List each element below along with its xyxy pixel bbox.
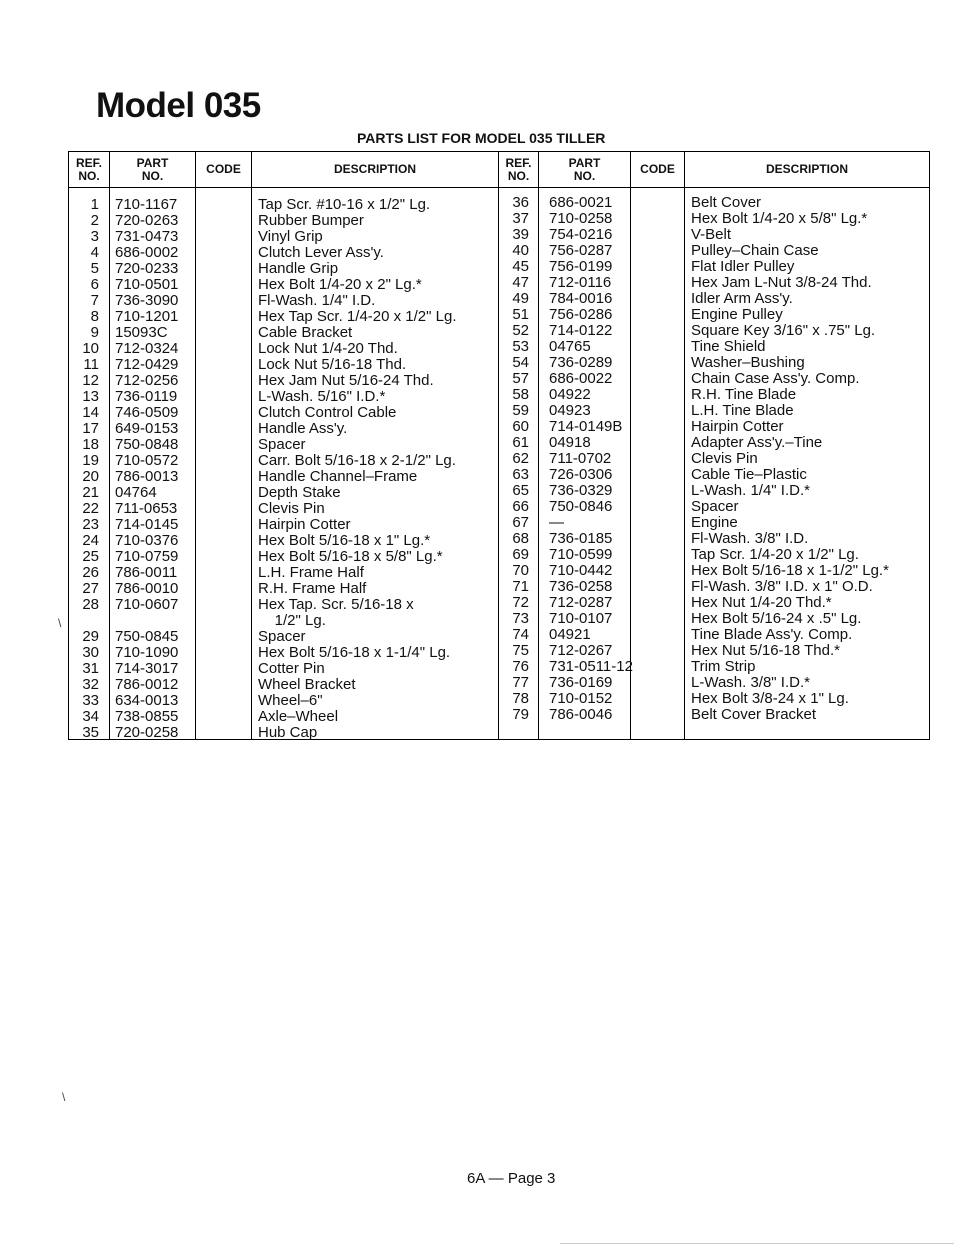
left-desc-cell: Vinyl Grip: [258, 228, 323, 245]
right-ref-cell: 60: [512, 418, 529, 435]
left-desc-cell: Clutch Lever Ass'y.: [258, 244, 384, 261]
right-ref-cell: 51: [512, 306, 529, 323]
left-ref-cell: 35: [82, 724, 99, 741]
right-ref-cell: 75: [512, 642, 529, 659]
right-ref-cell: 76: [512, 658, 529, 675]
right-ref-cell: 62: [512, 450, 529, 467]
right-ref-cell: 65: [512, 482, 529, 499]
right-ref-cell: 69: [512, 546, 529, 563]
left-part-cell: [115, 613, 178, 629]
right-part-cell: 710-0442: [549, 562, 613, 579]
grid-line: [195, 152, 196, 739]
left-part-cell: 710-1167: [115, 196, 178, 213]
header-description-2: DESCRIPTION: [765, 162, 848, 176]
left-ref-cell: 12: [82, 372, 99, 389]
right-part-cell: 710-0107: [549, 610, 613, 627]
parts-table: [68, 151, 930, 740]
left-part-cell: 649-0153: [115, 420, 179, 437]
left-ref-cell: 2: [90, 212, 99, 229]
header-code: CODE: [206, 162, 241, 176]
left-ref-cell: 11: [83, 356, 99, 373]
left-desc-cell: L-Wash. 5/16" I.D.*: [258, 388, 386, 405]
right-ref-cell: 74: [512, 626, 529, 643]
left-ref-cell: 5: [90, 260, 99, 277]
header-part-no-2: PART NO.: [568, 155, 601, 183]
left-ref-cell: 28: [82, 596, 99, 613]
left-part-cell: 686-0002: [115, 244, 179, 261]
right-desc-cell: Tine Shield: [691, 338, 766, 355]
left-ref-cell: 23: [82, 516, 99, 533]
left-ref-cell: 20: [82, 468, 99, 485]
right-ref-cell: 52: [512, 322, 529, 339]
left-part-column: [115, 197, 178, 741]
right-part-cell: 04918: [549, 434, 591, 451]
left-part-cell: 04764: [115, 484, 157, 501]
table-title: PARTS LIST FOR MODEL 035 TILLER: [357, 130, 606, 146]
left-ref-cell: 13: [82, 388, 99, 405]
left-desc-cell: Cable Bracket: [258, 324, 353, 341]
left-ref-cell: 19: [82, 452, 99, 469]
grid-line: [538, 152, 539, 739]
left-ref-cell: 8: [90, 308, 99, 325]
right-part-cell: 04923: [549, 402, 591, 419]
right-part-cell: 04922: [549, 386, 591, 403]
right-desc-cell: Hex Bolt 3/8-24 x 1" Lg.: [691, 690, 849, 707]
right-desc-cell: Hex Nut 1/4-20 Thd.*: [691, 594, 832, 611]
left-ref-cell: 17: [82, 420, 99, 437]
left-desc-cell: Fl-Wash. 1/4" I.D.: [258, 292, 376, 309]
right-part-cell: 756-0287: [549, 242, 613, 259]
right-ref-cell: 58: [512, 386, 529, 403]
left-part-cell: 712-0256: [115, 372, 179, 389]
header-part-no: PART NO.: [136, 155, 169, 183]
right-ref-cell: 61: [512, 434, 529, 451]
left-ref-cell: 31: [82, 660, 99, 677]
left-desc-cell: Hex Tap. Scr. 5/16-18 x: [258, 596, 414, 613]
left-part-cell: 710-1201: [115, 308, 179, 325]
right-desc-cell: Cable Tie–Plastic: [691, 466, 807, 483]
right-desc-cell: Chain Case Ass'y. Comp.: [691, 370, 860, 387]
right-part-cell: —: [549, 514, 564, 531]
right-ref-column: [499, 195, 529, 723]
left-part-cell: 710-1090: [115, 644, 179, 661]
left-part-cell: 750-0845: [115, 628, 179, 645]
left-ref-cell: [69, 613, 99, 629]
left-desc-cell: Handle Grip: [258, 260, 339, 277]
left-desc-cell: Clutch Control Cable: [258, 404, 397, 421]
right-part-cell: 784-0016: [549, 290, 613, 307]
left-ref-cell: 29: [82, 628, 99, 645]
left-desc-cell: Hex Tap Scr. 1/4-20 x 1/2" Lg.: [258, 308, 457, 325]
right-part-cell: 710-0258: [549, 210, 613, 227]
right-part-cell: 736-0329: [549, 482, 613, 499]
left-desc-cell: Cotter Pin: [258, 660, 325, 677]
left-ref-column: [69, 197, 99, 741]
left-desc-cell: Axle–Wheel: [258, 708, 339, 725]
left-part-cell: 710-0607: [115, 596, 179, 613]
left-part-cell: 736-3090: [115, 292, 179, 309]
right-part-cell: 686-0022: [549, 370, 613, 387]
right-part-cell: 736-0185: [549, 530, 613, 547]
left-desc-cell: Hex Bolt 5/16-18 x 5/8" Lg.*: [258, 548, 443, 565]
left-desc-cell: Hub Cap: [258, 724, 318, 741]
right-part-cell: 714-0149B: [549, 418, 623, 435]
right-desc-cell: Hex Bolt 1/4-20 x 5/8" Lg.*: [691, 210, 868, 227]
right-ref-cell: 45: [512, 258, 529, 275]
left-desc-cell: Lock Nut 5/16-18 Thd.: [258, 356, 407, 373]
right-desc-cell: Hairpin Cotter: [691, 418, 784, 435]
right-desc-cell: L-Wash. 1/4" I.D.*: [691, 482, 810, 499]
right-ref-cell: 49: [512, 290, 529, 307]
left-part-cell: 738-0855: [115, 708, 179, 725]
right-part-cell: 04765: [549, 338, 591, 355]
right-part-cell: 736-0169: [549, 674, 613, 691]
left-part-cell: 786-0013: [115, 468, 179, 485]
left-desc-cell: Hairpin Cotter: [258, 516, 351, 533]
right-part-cell: 786-0046: [549, 706, 613, 723]
left-part-cell: 710-0572: [115, 452, 179, 469]
right-part-cell: 736-0258: [549, 578, 613, 595]
left-ref-cell: 27: [82, 580, 99, 597]
left-desc-cell: Hex Jam Nut 5/16-24 Thd.: [258, 372, 434, 389]
left-part-cell: 634-0013: [115, 692, 179, 709]
right-part-cell: 04921: [549, 626, 591, 643]
left-part-cell: 711-0653: [115, 500, 178, 517]
right-ref-cell: 78: [512, 690, 529, 707]
right-part-cell: 712-0287: [549, 594, 613, 611]
right-desc-cell: Trim Strip: [691, 658, 756, 675]
grid-line: [251, 152, 252, 739]
grid-line: [684, 152, 685, 739]
right-ref-cell: 57: [512, 370, 529, 387]
right-desc-cell: Tine Blade Ass'y. Comp.: [691, 626, 853, 643]
left-part-cell: 712-0429: [115, 356, 179, 373]
left-part-cell: 710-0376: [115, 532, 179, 549]
left-part-cell: 746-0509: [115, 404, 179, 421]
left-part-cell: 786-0010: [115, 580, 179, 597]
right-desc-cell: L.H. Tine Blade: [691, 402, 794, 419]
right-ref-cell: 40: [512, 242, 529, 259]
left-desc-cell: Clevis Pin: [258, 500, 325, 517]
right-ref-cell: 37: [512, 210, 529, 227]
right-ref-cell: 36: [512, 194, 529, 211]
left-desc-cell: Spacer: [258, 436, 306, 453]
left-ref-cell: 10: [82, 340, 99, 357]
right-desc-cell: Clevis Pin: [691, 450, 758, 467]
header-rule: [69, 187, 929, 188]
grid-line: [109, 152, 110, 739]
right-desc-cell: Belt Cover: [691, 194, 762, 211]
right-part-cell: 712-0116: [549, 274, 612, 291]
right-ref-cell: 70: [512, 562, 529, 579]
left-ref-cell: 9: [90, 324, 99, 341]
left-ref-cell: 33: [82, 692, 99, 709]
left-part-cell: 731-0473: [115, 228, 179, 245]
right-ref-cell: 77: [512, 674, 529, 691]
right-part-cell: 736-0289: [549, 354, 613, 371]
right-desc-cell: Hex Jam L-Nut 3/8-24 Thd.: [691, 274, 872, 291]
right-part-cell: 731-0511-12: [549, 658, 633, 675]
right-desc-cell: Fl-Wash. 3/8" I.D. x 1" O.D.: [691, 578, 873, 595]
right-ref-cell: 66: [512, 498, 529, 515]
right-ref-cell: 63: [512, 466, 529, 483]
left-desc-cell: Wheel–6": [258, 692, 323, 709]
left-ref-cell: 22: [82, 500, 99, 517]
right-desc-cell: Pulley–Chain Case: [691, 242, 819, 259]
left-ref-cell: 14: [82, 404, 99, 421]
right-desc-cell: Fl-Wash. 3/8" I.D.: [691, 530, 809, 547]
scan-mark: \: [58, 616, 62, 630]
left-ref-cell: 3: [90, 228, 99, 245]
left-desc-cell: L.H. Frame Half: [258, 564, 364, 581]
left-desc-cell: Rubber Bumper: [258, 212, 364, 229]
right-ref-cell: 67: [512, 514, 529, 531]
right-ref-cell: 39: [512, 226, 529, 243]
header-ref-no-2: REF. NO.: [505, 155, 532, 183]
page-footer: 6A — Page 3: [467, 1170, 556, 1187]
left-ref-cell: 21: [82, 484, 99, 501]
right-part-cell: 754-0216: [549, 226, 613, 243]
left-ref-cell: 24: [82, 532, 99, 549]
right-desc-cell: Tap Scr. 1/4-20 x 1/2" Lg.: [691, 546, 859, 563]
left-desc-cell: Depth Stake: [258, 484, 341, 501]
scan-mark: \: [62, 1090, 66, 1104]
right-description-column: [691, 195, 889, 723]
right-ref-cell: 53: [512, 338, 529, 355]
model-title: Model 035: [96, 86, 261, 125]
left-ref-cell: 32: [82, 676, 99, 693]
right-ref-cell: 71: [512, 578, 529, 595]
left-desc-cell: Wheel Bracket: [258, 676, 356, 693]
right-desc-cell: R.H. Tine Blade: [691, 386, 797, 403]
right-desc-cell: Engine Pulley: [691, 306, 783, 323]
right-desc-cell: Idler Arm Ass'y.: [691, 290, 793, 307]
left-desc-cell: Handle Channel–Frame: [258, 468, 418, 485]
right-desc-cell: V-Belt: [691, 226, 732, 243]
right-desc-cell: Belt Cover Bracket: [691, 706, 817, 723]
left-ref-cell: 18: [82, 436, 99, 453]
left-description-column: [258, 197, 457, 741]
header-code-2: CODE: [640, 162, 675, 176]
right-desc-cell: Hex Nut 5/16-18 Thd.*: [691, 642, 840, 659]
right-part-cell: 686-0021: [549, 194, 613, 211]
right-ref-cell: 68: [512, 530, 529, 547]
right-part-cell: 712-0267: [549, 642, 613, 659]
right-ref-cell: 72: [512, 594, 529, 611]
right-ref-cell: 54: [512, 354, 529, 371]
right-ref-cell: 79: [512, 706, 529, 723]
left-part-cell: 786-0012: [115, 676, 179, 693]
right-desc-cell: Engine: [691, 514, 738, 531]
right-desc-cell: Washer–Bushing: [691, 354, 805, 371]
left-ref-cell: 30: [82, 644, 99, 661]
left-ref-cell: 25: [82, 548, 99, 565]
left-desc-cell: Lock Nut 1/4-20 Thd.: [258, 340, 398, 357]
left-desc-cell: Handle Ass'y.: [258, 420, 348, 437]
right-part-cell: 710-0152: [549, 690, 613, 707]
left-part-cell: 736-0119: [115, 388, 178, 405]
right-desc-cell: Flat Idler Pulley: [691, 258, 795, 275]
right-part-cell: 711-0702: [549, 450, 612, 467]
bottom-rule: [560, 1243, 954, 1244]
left-part-cell: 710-0759: [115, 548, 179, 565]
right-desc-cell: Hex Bolt 5/16-18 x 1-1/2" Lg.*: [691, 562, 889, 579]
right-part-cell: 714-0122: [549, 322, 613, 339]
left-part-cell: 720-0233: [115, 260, 179, 277]
left-part-cell: 786-0011: [115, 564, 178, 581]
left-part-cell: 714-0145: [115, 516, 179, 533]
right-desc-cell: Hex Bolt 5/16-24 x .5" Lg.: [691, 610, 862, 627]
header-ref-no: REF. NO.: [75, 155, 102, 183]
left-desc-cell: Hex Bolt 1/4-20 x 2" Lg.*: [258, 276, 422, 293]
left-part-cell: 714-3017: [115, 660, 179, 677]
left-part-cell: 712-0324: [115, 340, 179, 357]
right-part-cell: 726-0306: [549, 466, 613, 483]
left-ref-cell: 26: [82, 564, 99, 581]
right-part-cell: 756-0286: [549, 306, 613, 323]
left-part-cell: 720-0258: [115, 724, 179, 741]
left-ref-cell: 34: [82, 708, 99, 725]
left-ref-cell: 6: [90, 276, 99, 293]
left-ref-cell: 4: [90, 244, 99, 261]
right-desc-cell: Square Key 3/16" x .75" Lg.: [691, 322, 876, 339]
left-part-cell: 15093C: [115, 324, 168, 341]
right-ref-cell: 59: [512, 402, 529, 419]
left-desc-cell: Hex Bolt 5/16-18 x 1-1/4" Lg.: [258, 644, 451, 661]
left-ref-cell: 7: [90, 292, 99, 309]
left-part-cell: 720-0263: [115, 212, 179, 229]
right-part-cell: 710-0599: [549, 546, 613, 563]
left-desc-cell: R.H. Frame Half: [258, 580, 367, 597]
left-desc-cell: Tap Scr. #10-16 x 1/2" Lg.: [258, 196, 431, 213]
right-part-cell: 756-0199: [549, 258, 613, 275]
right-desc-cell: L-Wash. 3/8" I.D.*: [691, 674, 810, 691]
left-part-cell: 710-0501: [115, 276, 179, 293]
left-desc-cell: Carr. Bolt 5/16-18 x 2-1/2" Lg.: [258, 452, 456, 469]
right-desc-cell: Adapter Ass'y.–Tine: [691, 434, 823, 451]
left-desc-cell: Hex Bolt 5/16-18 x 1" Lg.*: [258, 532, 431, 549]
right-ref-cell: 73: [512, 610, 529, 627]
left-ref-cell: 1: [90, 196, 99, 213]
header-description: DESCRIPTION: [333, 162, 416, 176]
right-ref-cell: 47: [512, 274, 529, 291]
left-desc-cell: Spacer: [258, 628, 306, 645]
left-desc-cell: 1/2" Lg.: [258, 612, 326, 629]
right-desc-cell: Spacer: [691, 498, 739, 515]
right-part-cell: 750-0846: [549, 498, 613, 515]
left-part-cell: 750-0848: [115, 436, 179, 453]
right-part-column: [549, 195, 633, 723]
